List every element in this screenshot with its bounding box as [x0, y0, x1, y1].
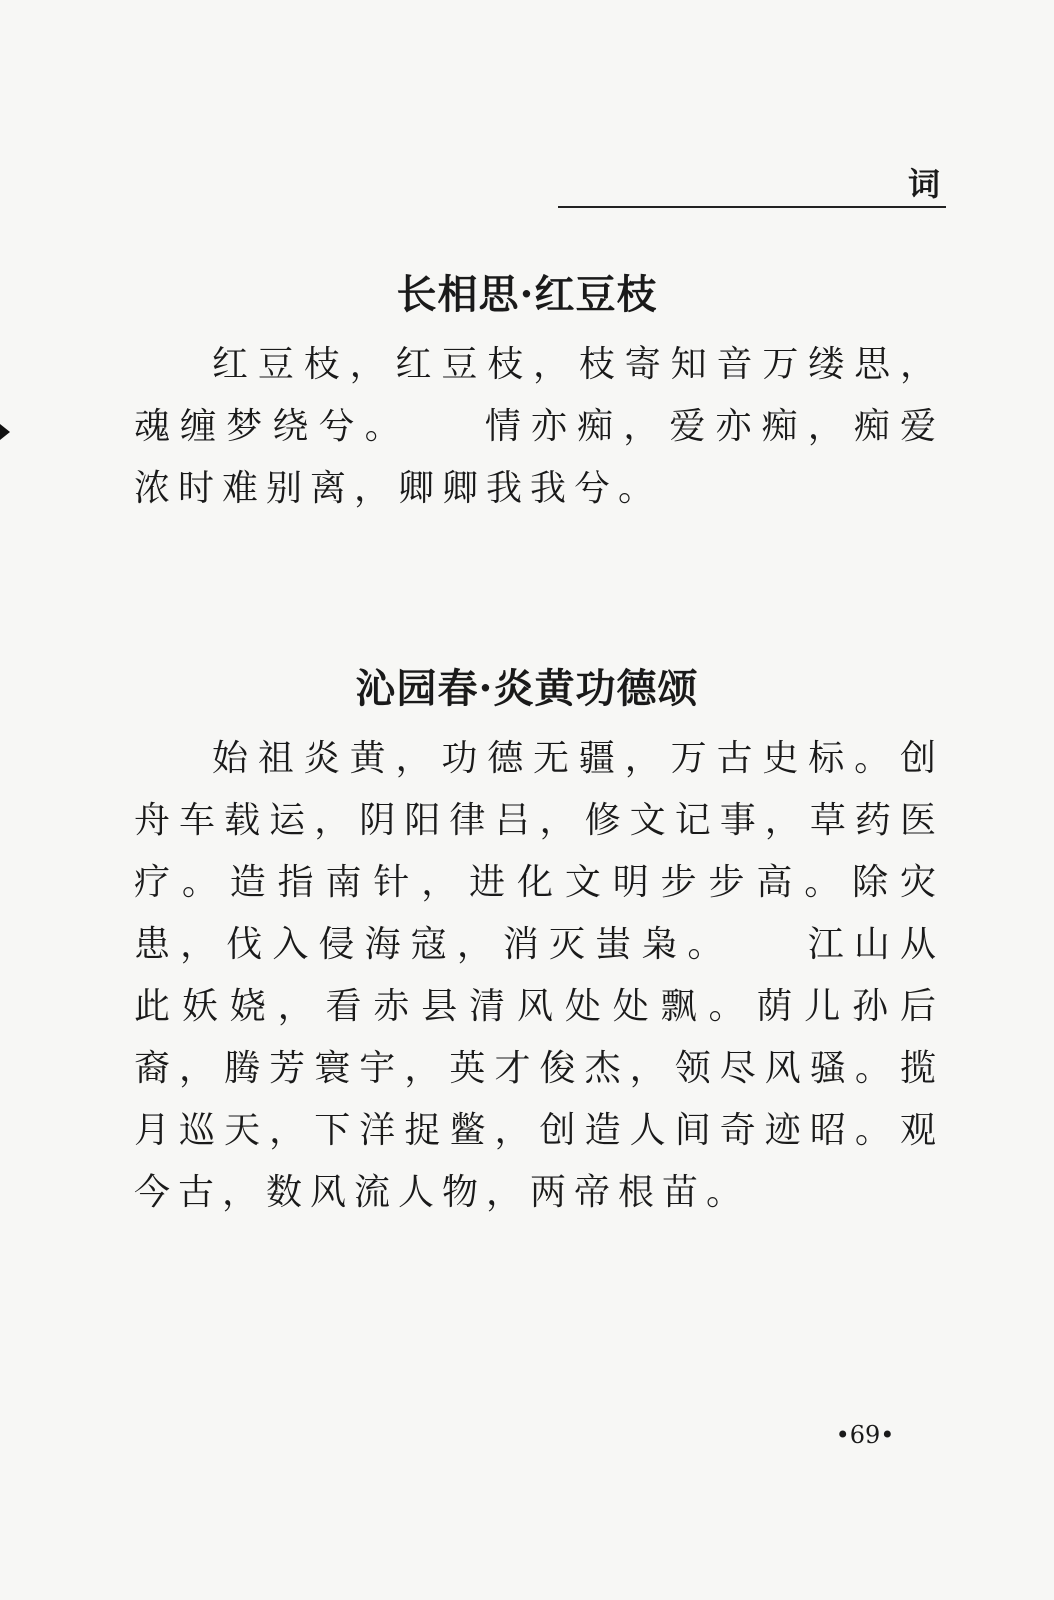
running-head: 词	[907, 165, 940, 203]
poem-title-1: 长相思·红豆枝	[396, 271, 658, 318]
poem-title-2: 沁园春·炎黄功德颂	[355, 665, 699, 712]
margin-mark	[0, 424, 10, 440]
page-number: •69•	[835, 1421, 895, 1449]
header-rule	[558, 206, 946, 208]
poem-text-2: 始祖炎黄，功德无疆，万古史标。创舟车载运，阴阳律吕，修文记事，草药医疗。造指南针，进化文明步步高。除灾患，伐入侵海寇，消灭蚩枭。 江山从此妖娆，看赤县清风处处飘。荫儿孙后裔，腾芳寰宇，英才俊杰，领尽风骚。揽月巡天，下洋捉鳖，创造人间奇迹昭。观今古，数风流人物，两帝根苗。	[134, 738, 944, 1213]
poem-text-1: 红豆枝，红豆枝，枝寄知音万缕思，魂缠梦绕兮。 情亦痴，爱亦痴，痴爱浓时难别离，卿卿我我兮。	[134, 344, 944, 509]
